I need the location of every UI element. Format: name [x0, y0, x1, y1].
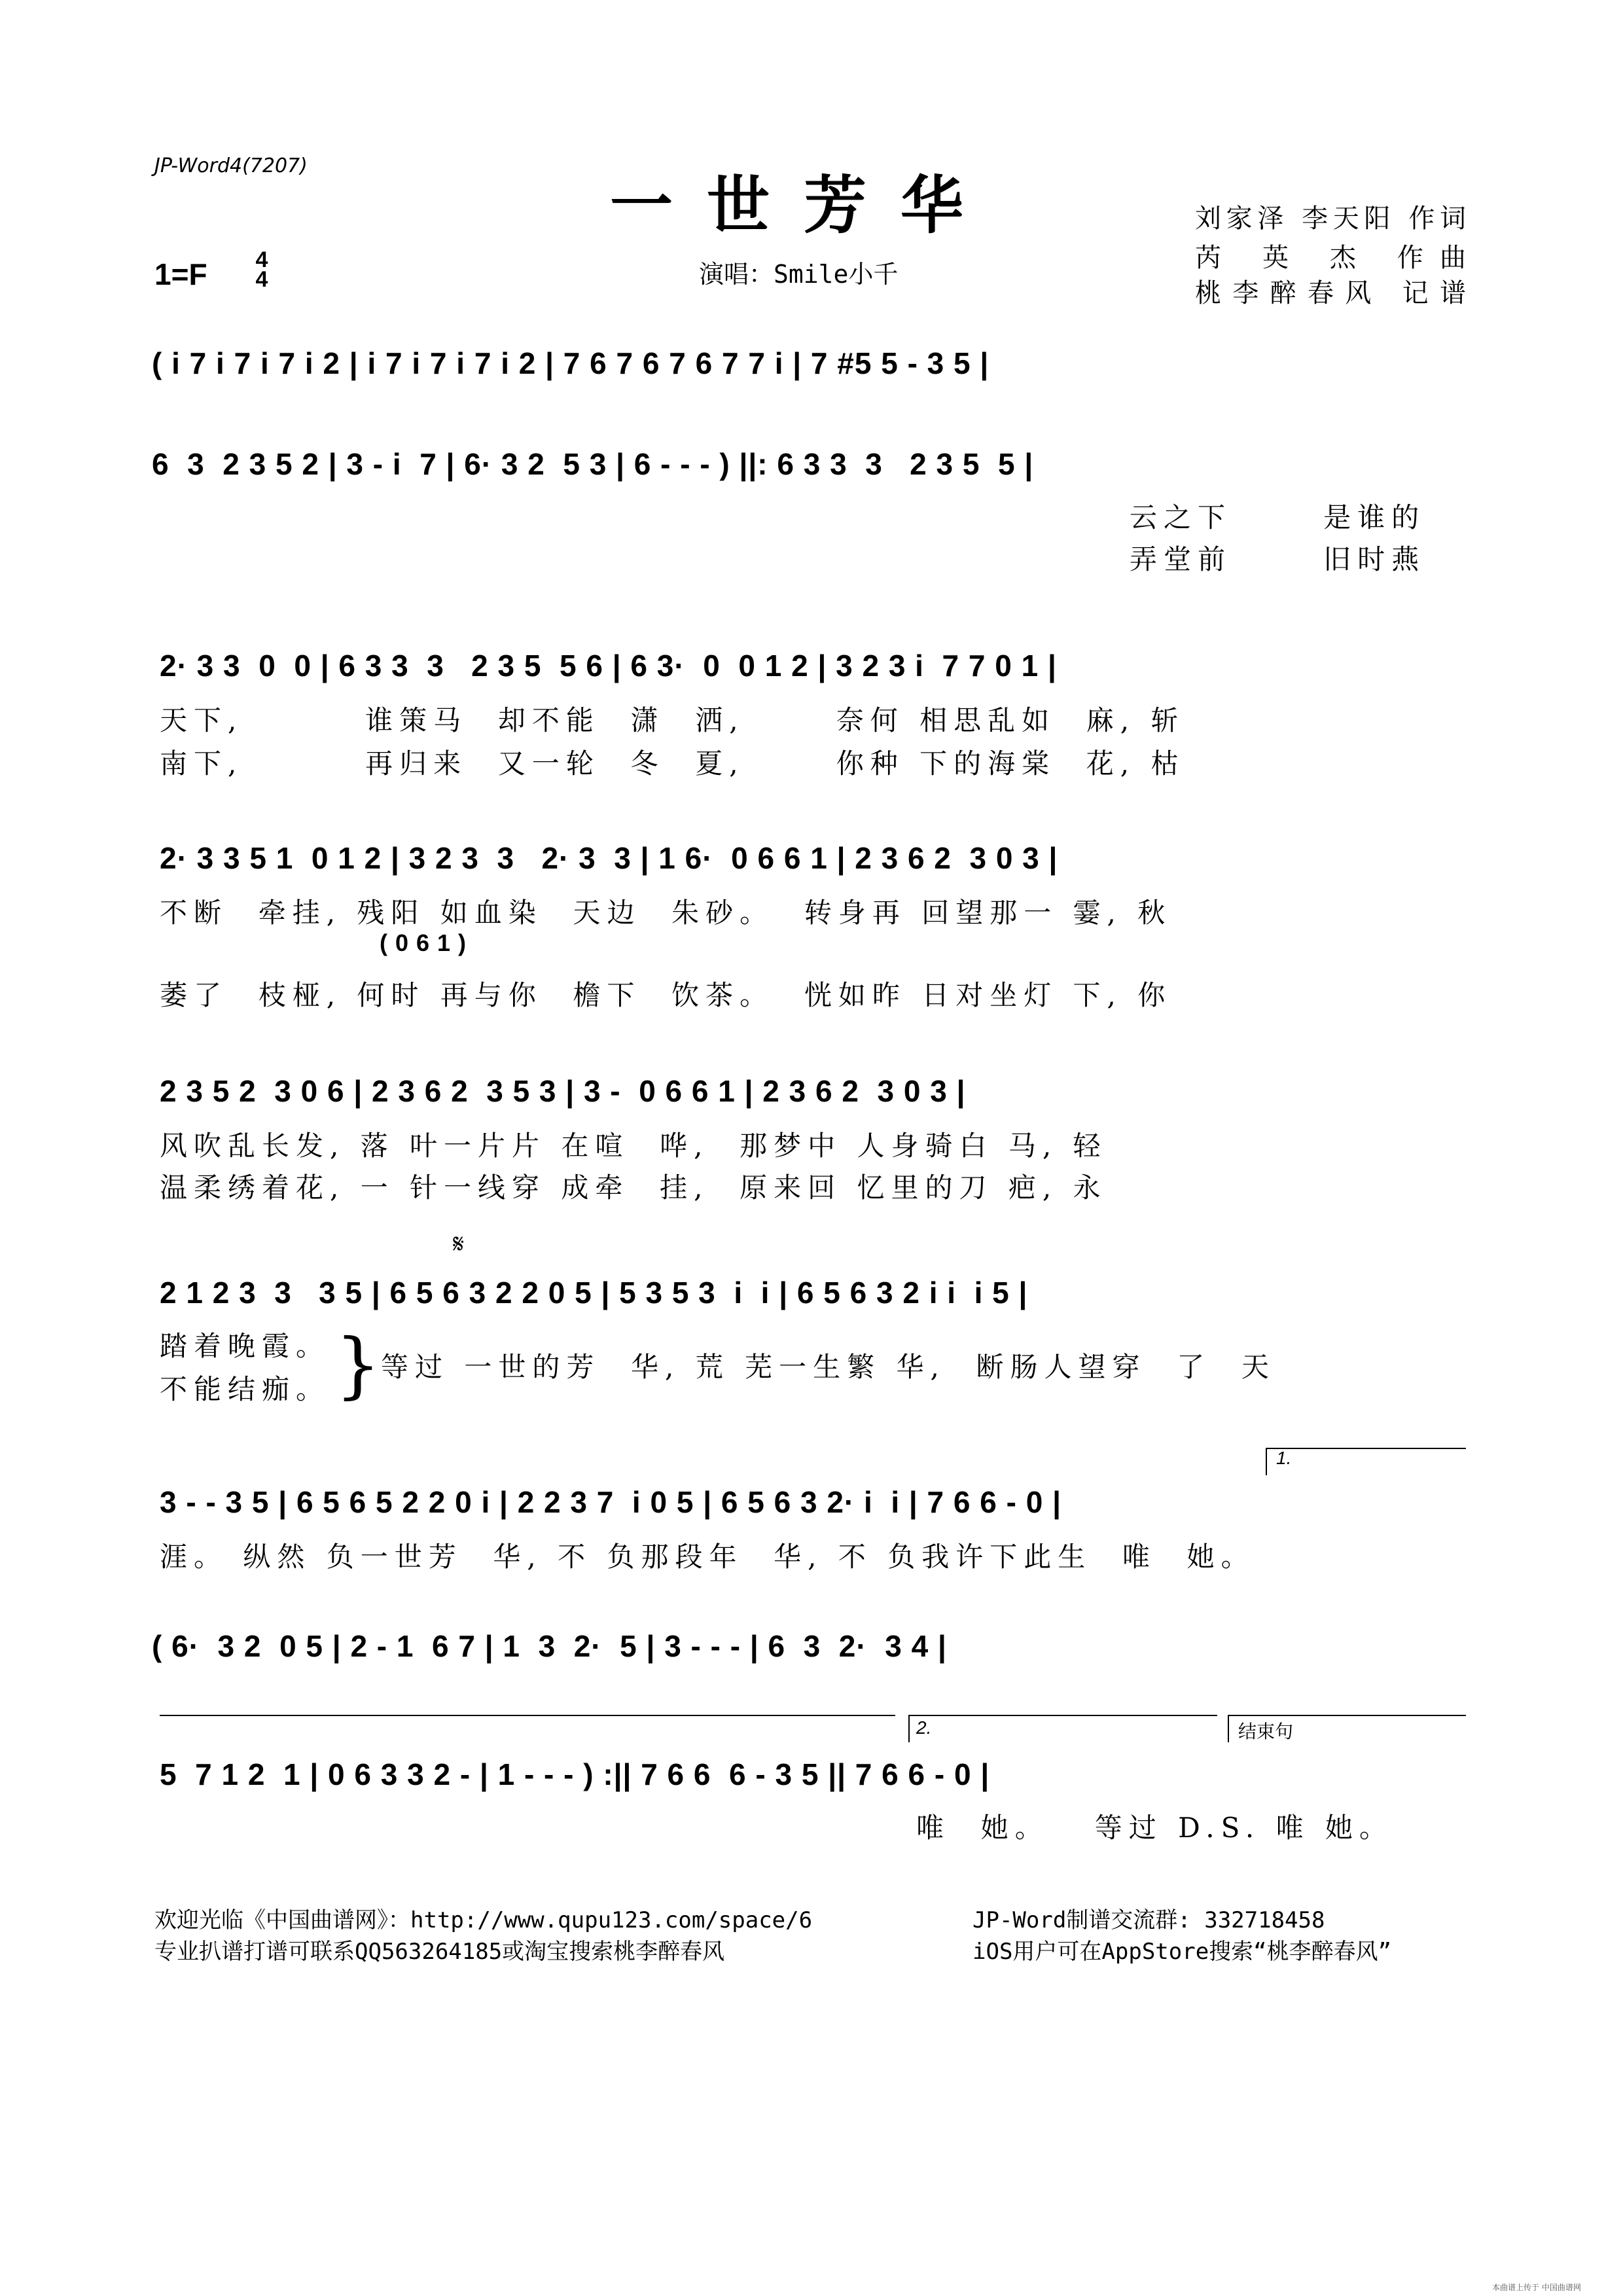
lyricist: 刘家泽 李天阳 作词 — [1195, 204, 1470, 234]
repeat-bracket-line — [160, 1715, 895, 1716]
footer-contact: 专业扒谱打谱可联系QQ563264185或淘宝搜索桃李醉春风 — [154, 1939, 725, 1965]
lyrics-9: 唯 她。 等过 D.S. 唯 她。 — [916, 1812, 1393, 1844]
staff-line-4: 2· 3 3 5 1 0 1 2 | 3 2 3 3 2· 3 3 | 1 6· 0 6 6 1 | 2 3 6 2 3 0 3 | — [160, 841, 1058, 875]
time-bottom: 4 — [255, 267, 268, 292]
lyrics-7: 涯。 纵然 负一世芳 华, 不 负那段年 华, 不 负我许下此生 唯 她。 — [160, 1541, 1255, 1573]
volta-2-bracket — [908, 1715, 1217, 1742]
staff-line-7: 3 - - 3 5 | 6 5 6 5 2 2 0 i | 2 2 3 7 i 0 5 | 6 5 6 3 2· i i | 7 6 6 - 0 | — [160, 1485, 1061, 1519]
staff-line-6: 2 1 2 3 3 3 5 | 6 5 6 3 2 2 0 5 | 5 3 5 3 i i | 6 5 6 3 2 i i i 5 | — [160, 1276, 1028, 1310]
time-top: 4 — [255, 247, 268, 272]
volta-1-bracket — [1266, 1448, 1466, 1475]
footer-ios: iOS用户可在AppStore搜索“桃李醉春风” — [972, 1939, 1392, 1965]
lyrics-6-verse1: 踏着晚霞。 — [160, 1330, 330, 1362]
transcriber: 桃李醉春风 记谱 — [1195, 278, 1470, 308]
lyrics-3-verse2: 南下, 再归来 又一轮 冬 夏, 你种 下的海棠 花, 枯 — [160, 747, 1185, 780]
staff-line-5: 2 3 5 2 3 0 6 | 2 3 6 2 3 5 3 | 3 - 0 6 6 1 | 2 3 6 2 3 0 3 | — [160, 1074, 966, 1108]
lyrics-4-verse1: 不断 牵挂, 残阳 如血染 天边 朱砂。 转身再 回望那一 霎, 秋 — [160, 897, 1172, 929]
staff-line-8: ( 6· 3 2 0 5 | 2 - 1 6 7 | 1 3 2· 5 | 3 - - - | 6 3 2· 3 4 | — [152, 1629, 947, 1663]
lyrics-4-verse2: 萎了 枝桠, 何时 再与你 檐下 饮茶。 恍如昨 日对坐灯 下, 你 — [160, 979, 1172, 1011]
lyrics-2-verse1: 云之下 是谁的 — [1130, 501, 1426, 533]
song-title: 一世芳华 — [610, 168, 997, 242]
upload-stamp: 本曲谱上传于 中国曲谱网 — [1492, 2283, 1581, 2292]
staff-line-2: 6 3 2 3 5 2 | 3 - i 7 | 6· 3 2 5 3 | 6 - - - ) ||: 6 3 3 3 2 3 5 5 | — [152, 447, 1034, 481]
volta-1-label: 1. — [1276, 1448, 1292, 1468]
volta-2-label: 2. — [916, 1717, 932, 1738]
composer: 芮 英 杰 作曲 — [1195, 243, 1470, 273]
lyrics-6-verse2: 不能结痂。 — [160, 1373, 330, 1405]
segno-sign: 𝄋 — [453, 1229, 465, 1259]
staff-line-1: ( i 7 i 7 i 7 i 2 | i 7 i 7 i 7 i 2 | 7 6 7 6 7 6 7 7 i | 7 #5 5 - 3 5 | — [152, 346, 990, 380]
lyrics-3-verse1: 天下, 谁策马 却不能 潇 洒, 奈何 相思乱如 麻, 斩 — [160, 704, 1185, 736]
lyrics-5-verse2: 温柔绣着花, 一 针一线穿 成牵 挂, 原来回 忆里的刀 疤, 永 — [160, 1172, 1107, 1204]
key-signature: 1=F — [154, 257, 207, 291]
ending-label: 结束句 — [1238, 1721, 1294, 1742]
pickup-notes: ( 0 6 1 ) — [380, 929, 467, 956]
refrain-lyrics-6: 等过 一世的芳 华, 荒 芜一生繁 华, 断肠人望穿 了 天 — [381, 1351, 1275, 1383]
software-label: JP-Word4(7207) — [154, 154, 308, 177]
time-signature — [249, 247, 275, 292]
staff-line-3: 2· 3 3 0 0 | 6 3 3 3 2 3 5 5 6 | 6 3· 0 0 1 2 | 3 2 3 i 7 7 0 1 | — [160, 649, 1057, 683]
footer-welcome: 欢迎光临《中国曲谱网》：http://www.qupu123.com/space/6 — [154, 1907, 813, 1933]
lyrics-5-verse1: 风吹乱长发, 落 叶一片片 在喧 哗, 那梦中 人身骑白 马, 轻 — [160, 1130, 1107, 1162]
footer-group: JP-Word制谱交流群: 332718458 — [972, 1907, 1325, 1933]
brace: } — [335, 1323, 381, 1407]
staff-line-9: 5 7 1 2 1 | 0 6 3 3 2 - | 1 - - - ) :|| 7 6 6 6 - 3 5 || 7 6 6 - 0 | — [160, 1757, 990, 1791]
singer: 演唱：Smile小千 — [699, 260, 899, 289]
lyrics-2-verse2: 弄堂前 旧时燕 — [1130, 543, 1426, 575]
